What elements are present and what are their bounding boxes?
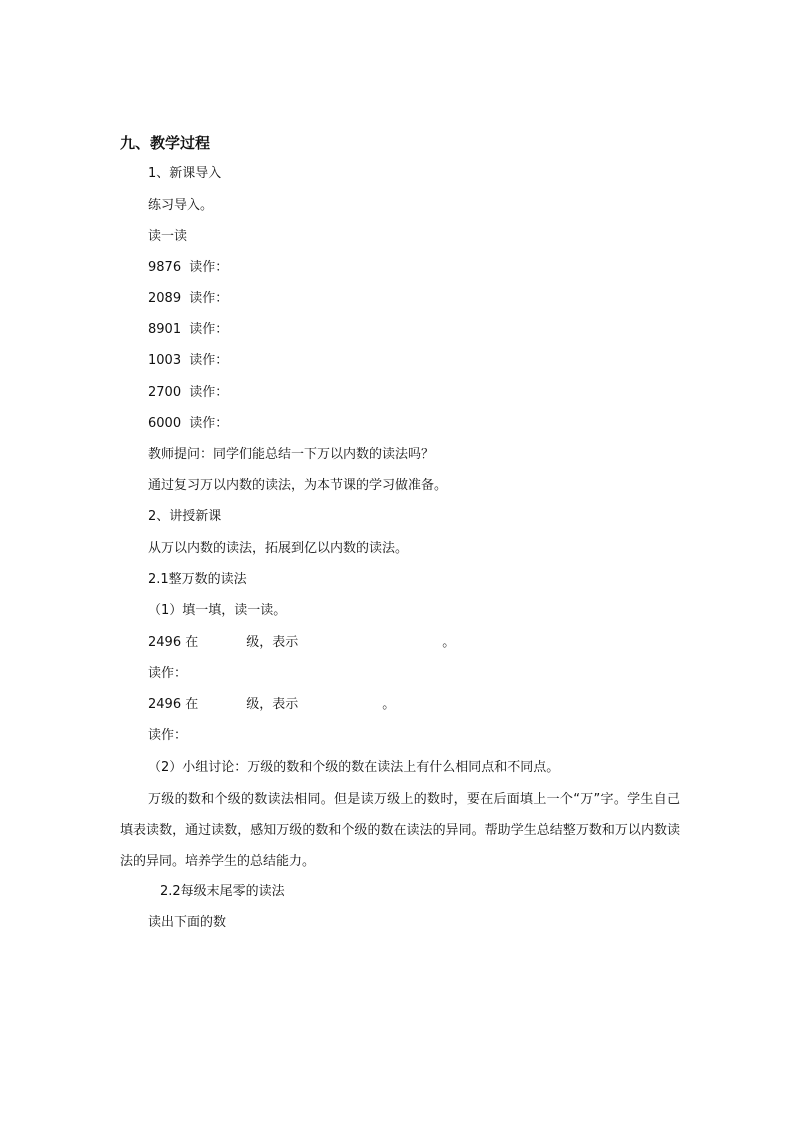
read-item-label: 读作： [189,353,229,368]
s2-intro: 从万以内数的读法，拓展到亿以内数的读法。 [148,541,409,556]
fill-blank-line [148,696,395,714]
read-item [148,290,228,308]
read-item-number: 2700 [148,385,182,400]
read-label: 读一读 [148,229,188,244]
section-title: 九、教学过程 [120,134,211,152]
fill-prefix: 2496 在 [148,697,199,712]
subsection-heading-1: 1、新课导入 [148,166,222,181]
task-1: （1）填一填，读一读。 [148,603,287,618]
read-item-label: 读作： [189,260,229,275]
task-2: （2）小组讨论：万级的数和个级的数在读法上有什么相同点和不同点。 [148,760,560,775]
read-item-number: 9876 [148,260,182,275]
read-item-label: 读作： [189,291,229,306]
read-item-label: 读作： [189,322,229,337]
read-as-label: 读作： [148,728,188,743]
review-purpose: 通过复习万以内数的读法，为本节课的学习做准备。 [148,478,448,493]
read-item-label: 读作： [189,385,229,400]
read-item [148,321,228,339]
explanation-paragraph: 万级的数和个级的数读法相同。但是读万级上的数时，要在后面填上一个“万”字。学生自己填表读数，通过读数，感知万级的数和个级的数在读法的异同。帮助学生总结整万数和万以内数读法的异同。培养学生的总结能力。 [120,792,680,869]
read-item-number: 1003 [148,353,182,368]
read-item [148,384,228,402]
read-as-label: 读作： [148,666,188,681]
subsection-heading-2: 2、讲授新课 [148,509,222,524]
subsection-heading-2-2: 2.2每级末尾零的读法 [160,884,285,899]
fill-end: 。 [382,697,396,712]
fill-prefix: 2496 在 [148,635,199,650]
fill-mid: 级，表示 [246,697,299,712]
subsection-heading-2-1: 2.1整万数的读法 [148,572,247,587]
teacher-question: 教师提问：同学们能总结一下万以内数的读法吗？ [148,447,435,462]
read-item-number: 8901 [148,322,182,337]
intro-text: 练习导入。 [148,198,214,213]
read-item [148,352,228,370]
fill-blank-line [148,634,455,652]
read-below-text: 读出下面的数 [148,915,227,930]
read-item-number: 6000 [148,416,182,431]
read-item [148,415,228,433]
read-item-number: 2089 [148,291,182,306]
fill-end: 。 [442,635,456,650]
read-item-label: 读作： [189,416,229,431]
fill-mid: 级，表示 [246,635,299,650]
read-item [148,259,228,277]
